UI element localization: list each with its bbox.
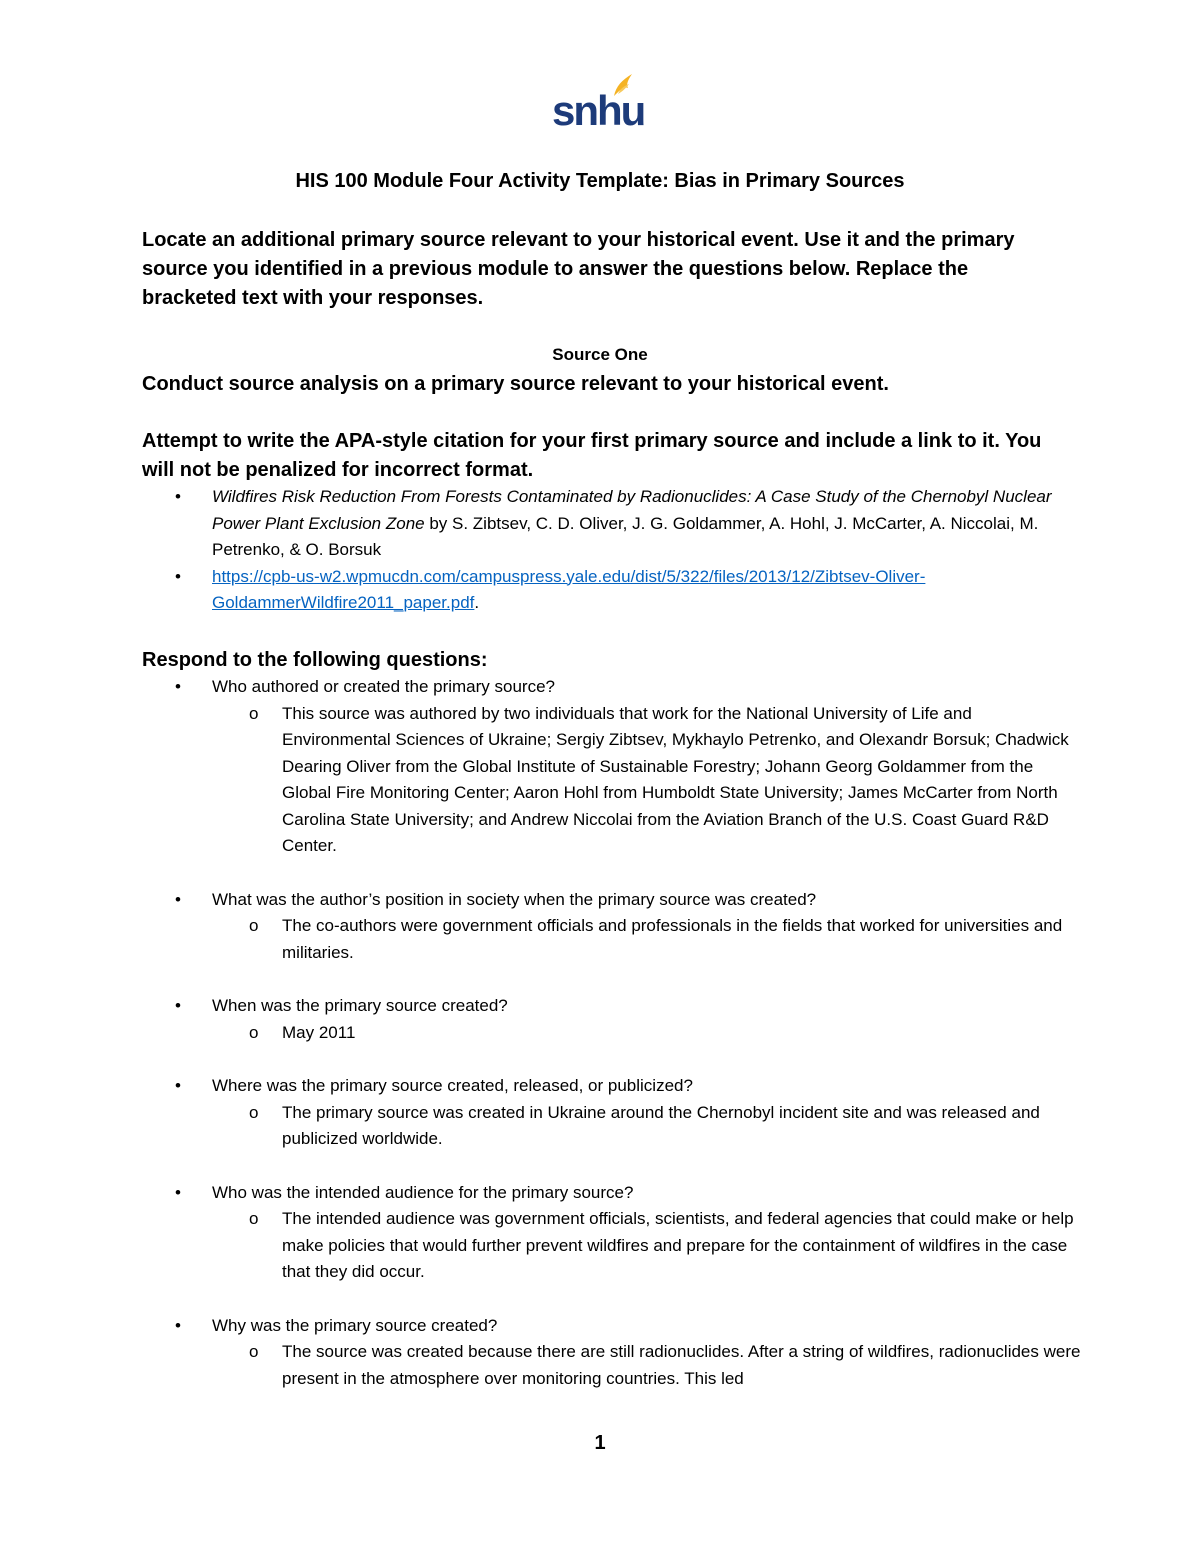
question-item (142, 1313, 1082, 1393)
bullet-icon: • (175, 487, 181, 506)
answer-item (212, 1100, 1082, 1153)
source-analysis-prompt: Conduct source analysis on a primary source relevant to your historical event. (142, 373, 889, 395)
sub-bullet-icon: o (249, 1022, 259, 1042)
answer-item (212, 1339, 1082, 1392)
bullet-icon: • (175, 1315, 181, 1335)
bullet-icon: • (175, 1076, 181, 1095)
answer-list (212, 913, 1082, 966)
questions-heading: Respond to the following questions: (142, 649, 488, 671)
question-text: What was the author’s position in society when the primary source was created? (212, 889, 817, 909)
question-list (142, 674, 1082, 1392)
answer-item (212, 701, 1082, 860)
answer-item (212, 913, 1082, 966)
question-item (142, 674, 1082, 860)
question-text: Who was the intended audience for the primary source? (212, 1182, 634, 1202)
citation-link-suffix: . (474, 593, 480, 612)
answer-item (212, 1206, 1082, 1286)
answer-text: May 2011 (282, 1022, 356, 1042)
sub-bullet-icon: o (249, 916, 259, 935)
citation-prompt: Attempt to write the APA-style citation for your first primary source and include a link to it. You will not be penalized for incorrect format. (142, 430, 1042, 481)
bullet-icon: • (175, 996, 181, 1015)
question-item (142, 993, 1082, 1046)
sub-bullet-icon: o (249, 1342, 259, 1361)
page-number: 1 (594, 1432, 606, 1454)
citation-list (142, 484, 1072, 617)
citation-item (142, 484, 1072, 564)
logo-wordmark: snhu (552, 87, 645, 134)
citation-link-item (142, 564, 1072, 617)
question-item (142, 887, 1082, 967)
bullet-icon: • (175, 677, 181, 696)
answer-text: The primary source was created in Ukraine around the Chernobyl incident site and was released and publicized worldwide. (282, 1102, 1040, 1148)
instructions-paragraph: Locate an additional primary source relevant to your historical event. Use it and the primary source you identified in a previous module to answer the questions below. Replace the bracketed text with your responses. (142, 229, 1015, 309)
citation-link[interactable]: https://cpb-us-w2.wpmucdn.com/campuspress.yale.edu/dist/5/322/files/2013/12/Zibtsev-Oliver-GoldammerWildfire2011_paper.pdf (212, 566, 926, 612)
question-text: Why was the primary source created? (212, 1315, 498, 1335)
question-text: Where was the primary source created, released, or publicized? (212, 1076, 693, 1095)
source-one-heading: Source One (552, 345, 648, 364)
answer-text: The intended audience was government officials, scientists, and federal agencies that could make or help make policies that would further prevent wildfires and prepare for the containment of wildfires in the case that they did occur. (282, 1209, 1074, 1281)
question-item (142, 1180, 1082, 1286)
bullet-icon: • (175, 566, 181, 586)
answer-list (212, 1100, 1082, 1153)
question-item (142, 1073, 1082, 1153)
answer-list (212, 701, 1082, 860)
bullet-icon: • (175, 1182, 181, 1202)
citation-work-title: Wildfires Risk Reduction From Forests Contaminated by Radionuclides: A Case Study of the Chernobyl Nuclear Power Plant Exclusion Zone (212, 487, 1052, 533)
sub-bullet-icon: o (249, 703, 259, 723)
question-text: Who authored or created the primary source? (212, 677, 556, 696)
sub-bullet-icon: o (249, 1209, 259, 1228)
sub-bullet-icon: o (249, 1102, 259, 1122)
answer-list (212, 1206, 1082, 1286)
snhu-logo (552, 72, 645, 136)
answer-item (212, 1020, 1082, 1047)
answer-text: The source was created because there are still radionuclides. After a string of wildfires, radionuclides were present in the atmosphere over monitoring countries. This led (282, 1342, 1081, 1388)
answer-text: This source was authored by two individuals that work for the National University of Life and Environmental Sciences of Ukraine; Sergiy Zibtsev, Mykhaylo Petrenko, and Olexandr Borsuk; Chadwick Dearing Oliver from the Global Institute of Sustainable Forestry; Johann Georg Goldammer from the Global Fire Monitoring Center; Aaron Hohl from Humboldt State University; James McCarter from North Carolina State University; and Andrew Niccolai from the Aviation Branch of the U.S. Coast Guard R&D Center. (282, 703, 1069, 855)
bullet-icon: • (175, 889, 181, 909)
answer-text: The co-authors were government officials and professionals in the fields that worked for universities and militaries. (282, 916, 1063, 962)
document-title: HIS 100 Module Four Activity Template: Bias in Primary Sources (295, 170, 905, 192)
answer-list (212, 1339, 1082, 1392)
question-text: When was the primary source created? (212, 996, 508, 1015)
answer-list (212, 1020, 1082, 1047)
citation-authors: by S. Zibtsev, C. D. Oliver, J. G. Goldammer, A. Hohl, J. McCarter, A. Niccolai, M. Petrenko, & O. Borsuk (212, 513, 1039, 559)
